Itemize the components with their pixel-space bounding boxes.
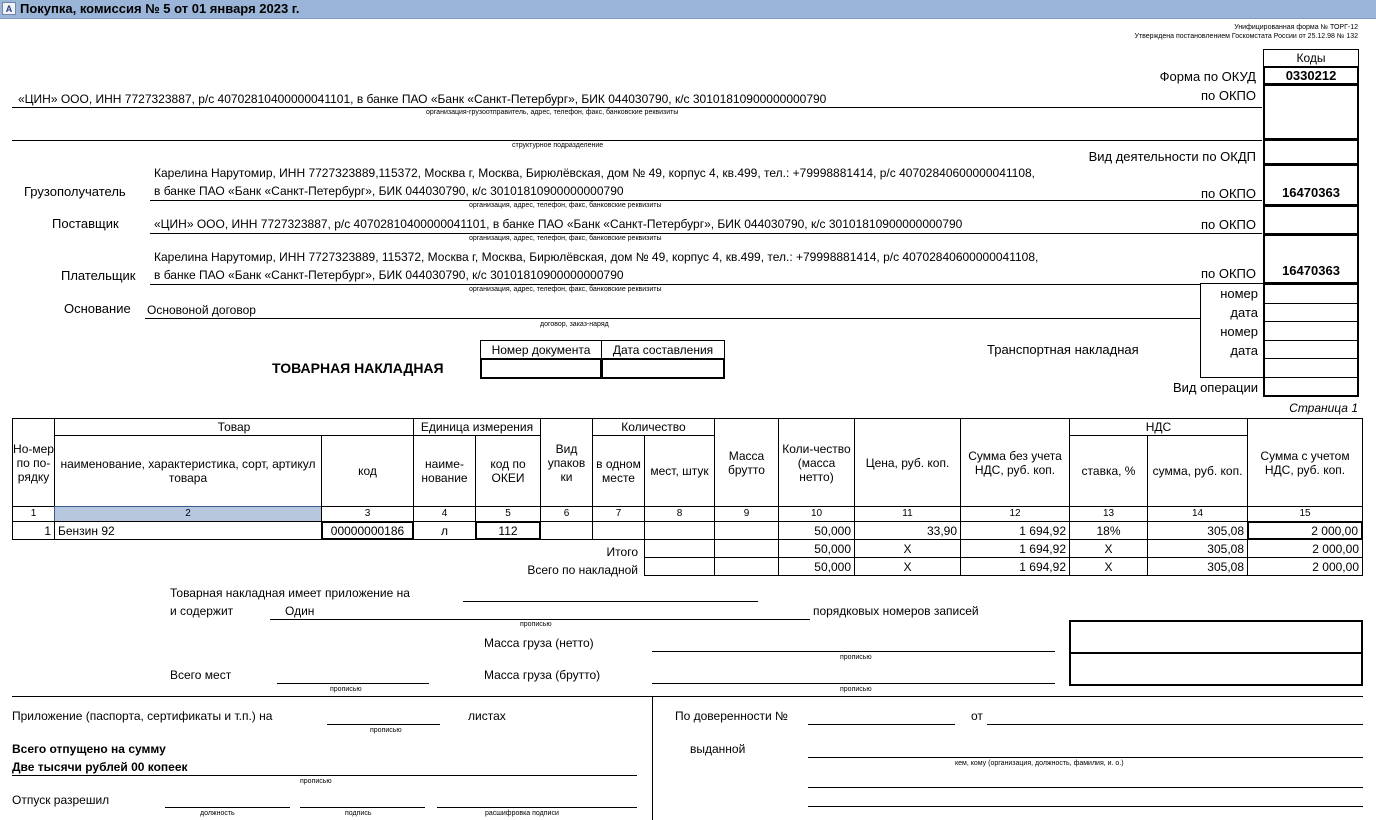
- basis-label: Основание: [64, 301, 131, 316]
- supplier-text: «ЦИН» ООО, ИНН 7727323887, р/с 40702810400000041101, в банке ПАО «Банк «Санкт-Петербург», БИК 044030790, к/с 30101810900000000790: [154, 217, 963, 231]
- okud-code: 0330212: [1263, 66, 1359, 85]
- appendix-label: Приложение (паспорта, сертификаты и т.п.) на: [12, 709, 273, 723]
- from-label: от: [971, 709, 983, 723]
- doc-number-value: [480, 358, 602, 379]
- th-net: Коли-чество (масса нетто): [778, 418, 855, 507]
- division-caption: структурное подразделение: [512, 142, 604, 149]
- row-pack: [540, 521, 593, 540]
- vsego-total: 2 000,00: [1247, 557, 1363, 576]
- unified-form-label: Унифицированная форма № ТОРГ-12: [1234, 24, 1358, 31]
- row-okei: 112: [475, 521, 541, 540]
- th-vat-sum: сумма, руб. коп.: [1147, 435, 1248, 507]
- release-allowed-label: Отпуск разрешил: [12, 793, 110, 807]
- propisyu-6: прописью: [300, 778, 332, 785]
- operation-label: Вид операции: [1172, 380, 1258, 395]
- row-places: [644, 521, 715, 540]
- colnum-14: 14: [1147, 506, 1248, 522]
- okpo-label-supplier: по ОКПО: [1200, 217, 1256, 232]
- colnum-3: 3: [321, 506, 414, 522]
- colnum-13: 13: [1069, 506, 1148, 522]
- vsego-rate: X: [1069, 557, 1148, 576]
- colnum-1: 1: [12, 506, 55, 522]
- th-unit-name: наиме-нование: [413, 435, 476, 507]
- signature-caption: подпись: [345, 810, 372, 817]
- th-qty: Количество: [592, 418, 715, 436]
- th-goods: Товар: [54, 418, 414, 436]
- colnum-7: 7: [592, 506, 645, 522]
- records-label: порядковых номеров записей: [813, 604, 979, 618]
- transport-date-label: дата: [1230, 343, 1258, 358]
- colnum-15: 15: [1247, 506, 1363, 522]
- th-goods-name: наименование, характеристика, сорт, артикул товара: [54, 435, 322, 507]
- itogo-price: X: [854, 539, 961, 558]
- codes-header: Коды: [1263, 49, 1359, 67]
- row-vat: 305,08: [1147, 521, 1248, 540]
- okpo-shipper-box: [1263, 84, 1359, 140]
- row-unit: л: [413, 521, 476, 540]
- payer-line2: в банке ПАО «Банк «Санкт-Петербург», БИК 044030790, к/с 30101810900000000790: [154, 268, 624, 282]
- gross-mass-label: Масса груза (брутто): [484, 668, 601, 682]
- th-gross: Масса брутто: [714, 418, 779, 507]
- th-places: мест, штук: [644, 435, 715, 507]
- shipper-caption: организация-грузоотправитель, адрес, телефон, факс, банковские реквизиты: [426, 109, 679, 116]
- propisyu-2: прописью: [840, 654, 872, 661]
- vsego-label: Всего по накладной: [527, 563, 638, 577]
- contains-label: и содержит: [170, 604, 234, 618]
- issued-caption: кем, кому (организация, должность, фамилия, и. о.): [955, 760, 1124, 767]
- power-label: По доверенности №: [675, 709, 788, 723]
- vsego-places: [644, 557, 715, 576]
- okud-label: Форма по ОКУД: [1159, 69, 1256, 84]
- row-num: 1: [12, 521, 55, 540]
- th-one-place: в одном месте: [592, 435, 645, 507]
- th-price: Цена, руб. коп.: [854, 418, 961, 507]
- consignee-line2: в банке ПАО «Банк «Санкт-Петербург», БИК 044030790, к/с 30101810900000000790: [154, 184, 624, 198]
- basis-value: Основоной договор: [147, 303, 256, 317]
- page-number: Страница 1: [1289, 401, 1358, 415]
- window-titlebar: [0, 0, 1376, 19]
- propisyu-3: прописью: [330, 686, 362, 693]
- th-vat: НДС: [1069, 418, 1248, 436]
- colnum-9: 9: [714, 506, 779, 522]
- row-one-place: [592, 521, 645, 540]
- th-okei: код по ОКЕИ: [475, 435, 541, 507]
- net-mass-label: Масса груза (нетто): [484, 636, 594, 650]
- colnum-11: 11: [854, 506, 961, 522]
- itogo-rate: X: [1069, 539, 1148, 558]
- places-label: Всего мест: [170, 668, 232, 682]
- row-price: 33,90: [854, 521, 961, 540]
- itogo-label: Итого: [606, 545, 638, 559]
- position-caption: должность: [200, 810, 235, 817]
- colnum-5: 5: [475, 506, 541, 522]
- net-mass-box: [1069, 620, 1363, 654]
- itogo-vat: 305,08: [1147, 539, 1248, 558]
- propisyu-4: прописью: [840, 686, 872, 693]
- vsego-price: X: [854, 557, 961, 576]
- payer-caption: организация, адрес, телефон, факс, банковские реквизиты: [469, 286, 662, 293]
- consignee-caption: организация, адрес, телефон, факс, банковские реквизиты: [469, 202, 662, 209]
- gross-mass-box: [1069, 652, 1363, 686]
- doc-number-header: Номер документа: [480, 340, 602, 359]
- transport-label: Транспортная накладная: [987, 342, 1139, 357]
- propisyu-1: прописью: [520, 621, 552, 628]
- colnum-12: 12: [960, 506, 1070, 522]
- consignee-line1: Карелина Нарутомир, ИНН 7727323889,115372, Москва г, Москва, Бирюлёвская, дом № 49, корпус 4, кв.499, тел.: +79998881414, р/с 40702840600000041108,: [154, 166, 1036, 180]
- vsego-qty: 50,000: [778, 557, 855, 576]
- okpo-label-shipper: по ОКПО: [1200, 88, 1256, 103]
- th-unit: Единица измерения: [413, 418, 541, 436]
- itogo-qty: 50,000: [778, 539, 855, 558]
- approved-label: Утверждена постановлением Госкомстата России от 25.12.98 № 132: [1134, 33, 1358, 40]
- supplier-label: Поставщик: [52, 216, 119, 231]
- total-words: Две тысячи рублей 00 копеек: [12, 760, 188, 774]
- row-name: Бензин 92: [54, 521, 322, 540]
- colnum-10: 10: [778, 506, 855, 522]
- itogo-places: [644, 539, 715, 558]
- issued-label: выданной: [690, 742, 746, 756]
- row-sum: 1 694,92: [960, 521, 1070, 540]
- th-pack: Вид упаков ки: [540, 418, 593, 507]
- colnum-4: 4: [413, 506, 476, 522]
- vsego-sum: 1 694,92: [960, 557, 1070, 576]
- document-icon: A: [2, 2, 16, 15]
- doc-date-value: [601, 358, 725, 379]
- row-code: 00000000186: [321, 521, 414, 540]
- row-gross: [714, 521, 779, 540]
- th-total: Сумма с учетом НДС, руб. коп.: [1247, 418, 1363, 507]
- okpo-label-payer: по ОКПО: [1200, 266, 1256, 281]
- okpo-supplier-box: [1263, 205, 1359, 235]
- sheets-label: листах: [468, 709, 506, 723]
- vsego-vat: 305,08: [1147, 557, 1248, 576]
- shipper-text: «ЦИН» ООО, ИНН 7727323887, р/с 40702810400000041101, в банке ПАО «Банк «Санкт-Петербург», БИК 044030790, к/с 30101810900000000790: [18, 92, 827, 106]
- okpo-payer-code: 16470363: [1263, 234, 1359, 284]
- colnum-2-selected[interactable]: 2: [54, 506, 322, 522]
- okpo-label-consignee: по ОКПО: [1200, 186, 1256, 201]
- attachment-label: Товарная накладная имеет приложение на: [170, 586, 410, 600]
- payer-label: Плательщик: [61, 268, 136, 283]
- total-released-label: Всего отпущено на сумму: [12, 742, 166, 756]
- basis-caption: договор, заказ-наряд: [540, 321, 609, 328]
- contains-value: Один: [285, 604, 315, 618]
- th-code: код: [321, 435, 414, 507]
- window-title: Покупка, комиссия № 5 от 01 января 2023 г.: [20, 1, 300, 16]
- payer-line1: Карелина Нарутомир, ИНН 7727323889, 115372, Москва г, Москва, Бирюлёвская, дом № 49, корпус 4, кв.499, тел.: +79998881414, р/с 40702840600000041108,: [154, 250, 1039, 264]
- okpo-consignee-code: 16470363: [1263, 164, 1359, 206]
- transport-number-label: номер: [1220, 324, 1258, 339]
- propisyu-5: прописью: [370, 727, 402, 734]
- consignee-label: Грузополучатель: [24, 184, 126, 199]
- doc-title: ТОВАРНАЯ НАКЛАДНАЯ: [272, 360, 444, 376]
- row-qty: 50,000: [778, 521, 855, 540]
- supplier-caption: организация, адрес, телефон, факс, банковские реквизиты: [469, 235, 662, 242]
- basis-date-label: дата: [1230, 305, 1258, 320]
- basis-number-label: номер: [1220, 286, 1258, 301]
- row-rate: 18%: [1069, 521, 1148, 540]
- itogo-total: 2 000,00: [1247, 539, 1363, 558]
- row-total: 2 000,00: [1247, 521, 1363, 540]
- okdp-box: [1263, 139, 1359, 165]
- th-vat-rate: ставка, %: [1069, 435, 1148, 507]
- decoding-caption: расшифровка подписи: [485, 810, 559, 817]
- itogo-gross: [714, 539, 779, 558]
- itogo-sum: 1 694,92: [960, 539, 1070, 558]
- vsego-gross: [714, 557, 779, 576]
- doc-date-header: Дата составления: [601, 340, 725, 359]
- okdp-label: Вид деятельности по ОКДП: [1088, 149, 1256, 164]
- colnum-8: 8: [644, 506, 715, 522]
- th-num: Но-мер по по-рядку: [12, 418, 55, 507]
- th-sum-novat: Сумма без учета НДС, руб. коп.: [960, 418, 1070, 507]
- colnum-6: 6: [540, 506, 593, 522]
